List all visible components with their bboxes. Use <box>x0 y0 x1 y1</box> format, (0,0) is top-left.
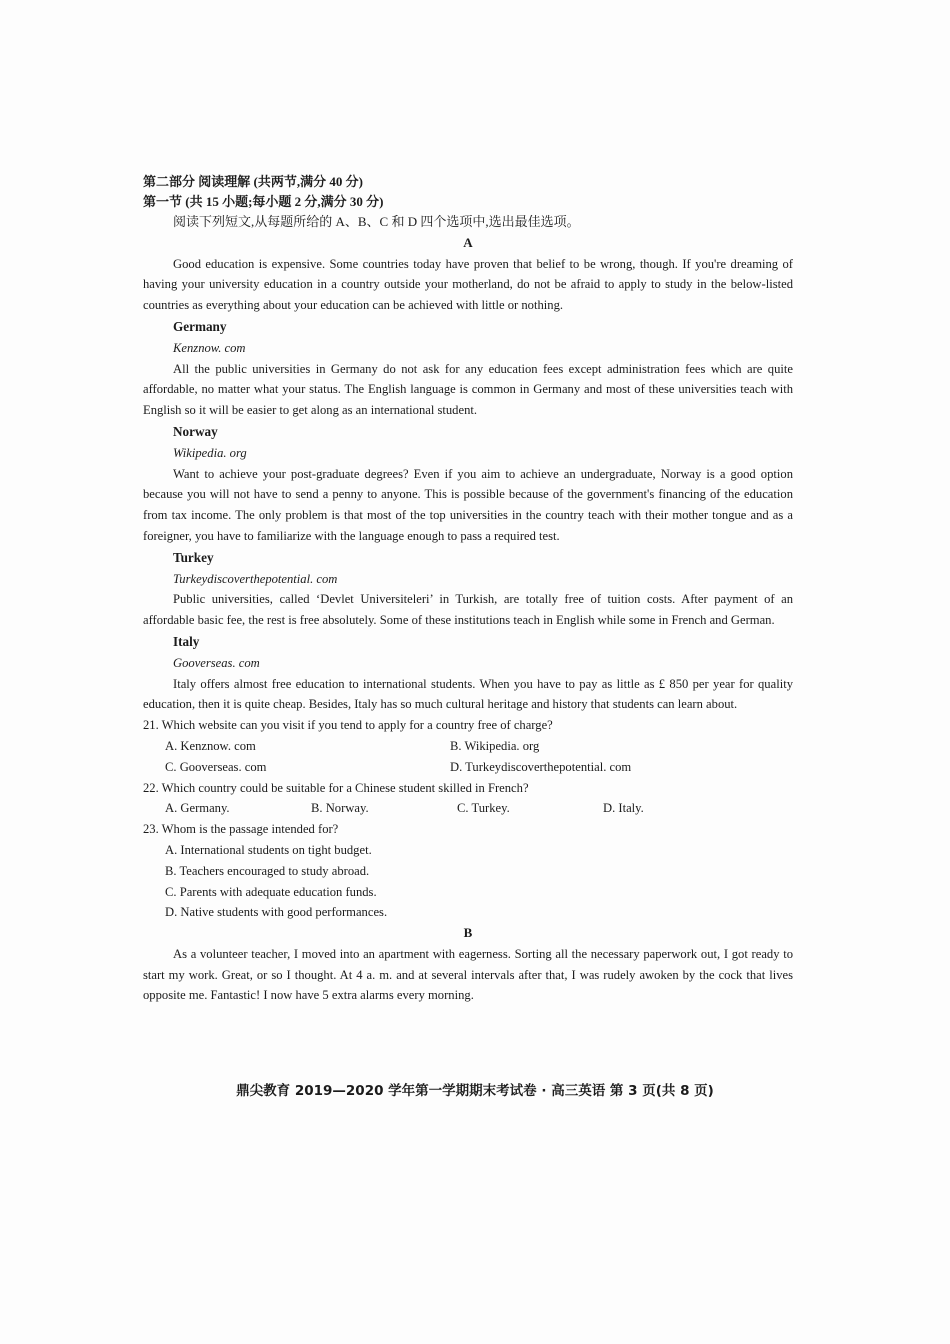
question-21: 21. Which website can you visit if you tend to apply for a country free of charge? <box>143 718 553 733</box>
source-norway: Wikipedia. org <box>173 445 247 460</box>
passage-a-label: A <box>463 234 473 250</box>
source-germany: Kenznow. com <box>173 340 246 355</box>
question-22-options <box>143 798 793 819</box>
option-21-a: A. Kenznow. com <box>165 738 256 753</box>
page-content <box>143 172 793 1006</box>
passage-b-label: B <box>463 925 473 941</box>
paragraph-italy: Italy offers almost free education to international students. When you have to pay as little as £ 850 per year for quality education, then it is quite cheap. Besides, Italy has so much cultural heritage and history that students can learn about. <box>143 676 793 712</box>
passage-a-intro: Good education is expensive. Some countries today have proven that belief to be wrong, though. If you're dreaming of having your university education in a country outside your motherland, do not be afraid to apply to study in the below-listed countries as everything about your education can be achieved with little or nothing. <box>143 256 793 313</box>
source-turkey: Turkeydiscoverthepotential. com <box>173 571 338 586</box>
option-21-d: D. Turkeydiscoverthepotential. com <box>450 759 632 774</box>
option-23-b: B. Teachers encouraged to study abroad. <box>165 863 370 878</box>
option-21-b: B. Wikipedia. org <box>450 738 540 753</box>
instruction: 阅读下列短文,从每题所给的 A、B、C 和 D 四个选项中,选出最佳选项。 <box>173 214 580 229</box>
page-footer: 鼎尖教育 2019—2020 学年第一学期期末考试卷 · 高三英语 第 3 页(共 8 页) <box>236 1083 714 1099</box>
country-heading-italy: Italy <box>173 633 200 649</box>
option-22-b: B. Norway. <box>311 801 369 816</box>
subsection-title: 第一节 (共 15 小题;每小题 2 分,满分 30 分) <box>143 194 384 209</box>
country-heading-turkey: Turkey <box>173 549 214 565</box>
paragraph-turkey: Public universities, called ‘Devlet Universiteleri’ in Turkish, are totally free of tuition costs. After payment of an affordable basic fee, the rest is free absolutely. Some of these institutions teach in English while some in French and German. <box>143 592 793 628</box>
question-23-options <box>143 840 793 923</box>
country-heading-norway: Norway <box>173 423 218 439</box>
option-23-d: D. Native students with good performances. <box>165 905 388 920</box>
question-22: 22. Which country could be suitable for a Chinese student skilled in French? <box>143 780 529 795</box>
option-21-c: C. Gooverseas. com <box>165 759 267 774</box>
source-italy: Gooverseas. com <box>173 655 260 670</box>
question-23: 23. Whom is the passage intended for? <box>143 822 339 837</box>
option-22-c: C. Turkey. <box>457 801 510 816</box>
paragraph-germany: All the public universities in Germany do not ask for any education fees except administration fees which are quite affordable, no matter what your status. The English language is common in Germany and most of these universities teach with English so it will be easier to get along as an international student. <box>143 361 793 418</box>
country-heading-germany: Germany <box>173 318 227 334</box>
section-title: 第二部分 阅读理解 (共两节,满分 40 分) <box>143 174 363 189</box>
option-23-c: C. Parents with adequate education funds. <box>165 884 377 899</box>
option-22-d: D. Italy. <box>603 801 644 816</box>
passage-b-text: As a volunteer teacher, I moved into an apartment with eagerness. Sorting all the necessary paperwork out, I got ready to start my work. Great, or so I thought. At 4 a. m. and at several intervals after that, I was rudely awoken by the cock that lives opposite me. Fantastic! I now have 5 extra alarms every morning. <box>143 946 793 1003</box>
option-23-a: A. International students on tight budget. <box>165 842 372 857</box>
option-22-a: A. Germany. <box>165 801 230 816</box>
paragraph-norway: Want to achieve your post-graduate degrees? Even if you aim to achieve an undergraduate, Norway is a good option because you will not have to send a penny to anyone. This is possible because of the government's financing of the education from tax income. The only problem is that most of the top universities in the country teach with their mother tongue and as a foreigner, you have to familiarize with the language enough to pass a required test. <box>143 466 793 543</box>
question-21-options <box>143 736 793 778</box>
